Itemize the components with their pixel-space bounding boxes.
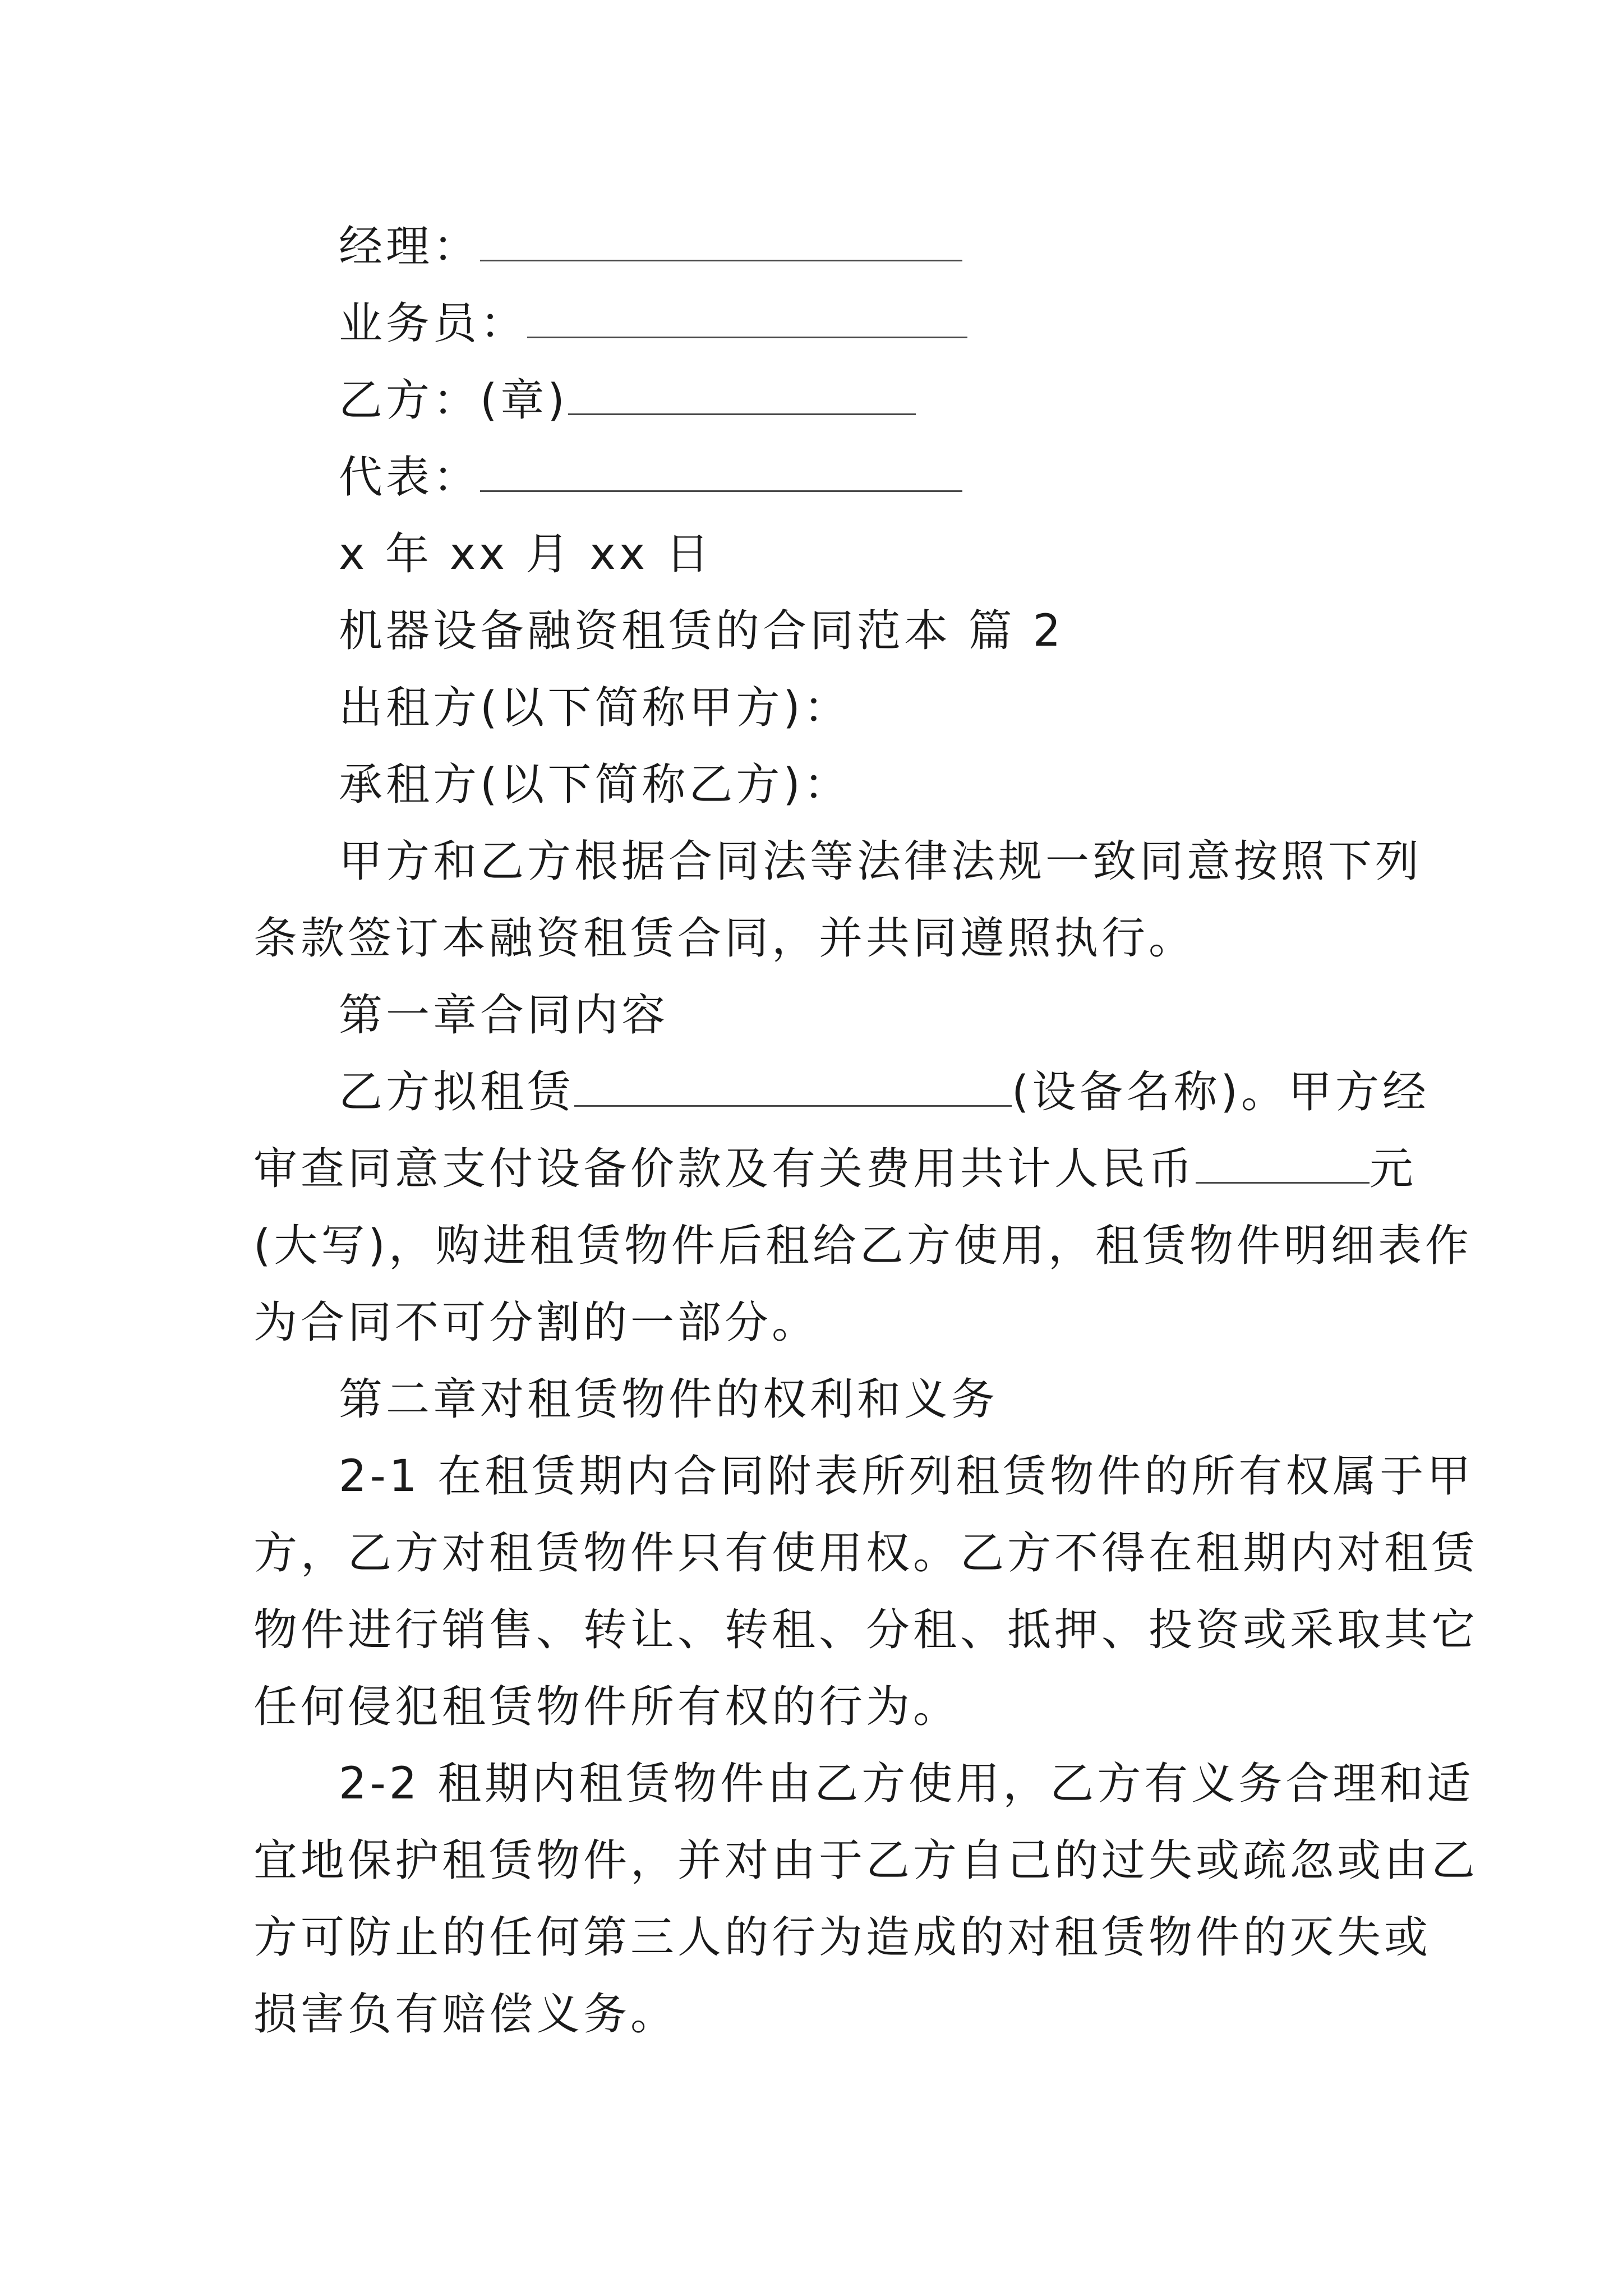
- article-2-1-line-3: 物件进行销售、转让、转租、分租、抵押、投资或采取其它: [253, 1605, 1479, 1655]
- intro-line-1: 甲方和乙方根据合同法等法律法规一致同意按照下列: [339, 836, 1423, 887]
- intro-line-2: 条款签订本融资租赁合同，并共同遵照执行。: [253, 913, 1196, 964]
- price-label: 审查同意支付设备价款及有关费用共计人民币: [253, 1144, 1196, 1194]
- ch1-line-4: 为合同不可分割的一部分。: [253, 1297, 819, 1348]
- rep-label: 代表：: [339, 452, 481, 503]
- rep-blank: [480, 457, 962, 492]
- manager-blank: [480, 226, 962, 261]
- ch1-line-1: [253, 1054, 1430, 1131]
- chapter-1-title: 第一章合同内容: [339, 990, 669, 1041]
- article-2-2-line-3: 方可防止的任何第三人的行为造成的对租赁物件的灭失或: [253, 1912, 1432, 1963]
- clerk-line: [253, 286, 1386, 362]
- ch1-line-2: [253, 1131, 1417, 1208]
- chapter-2-title: 第二章对租赁物件的权利和义务: [339, 1374, 999, 1425]
- lessor-line: 出租方(以下简称甲方)：: [339, 683, 851, 733]
- manager-line: [253, 209, 1386, 286]
- clerk-blank: [527, 303, 967, 338]
- article-2-2-line-2: 宜地保护租赁物件，并对由于乙方自己的过失或疏忽或由乙: [253, 1835, 1479, 1886]
- equipment-name-blank: [574, 1071, 1012, 1107]
- party-b-line: [253, 362, 1386, 439]
- lease-item-label: 乙方拟租赁: [339, 1067, 575, 1117]
- ch1-line-3: (大写)，购进租赁物件后租给乙方使用，租赁物件明细表作: [253, 1221, 1472, 1271]
- article-2-2-line-1: 2-2 租期内租赁物件由乙方使用，乙方有义务合理和适: [339, 1759, 1474, 1809]
- lessee-line: 承租方(以下简称乙方)：: [339, 760, 851, 810]
- rep-line: [253, 439, 1386, 516]
- article-2-2-line-4: 损害负有赔偿义务。: [253, 1989, 678, 2040]
- currency-unit: 元: [1370, 1144, 1417, 1194]
- article-2-1-line-4: 任何侵犯租赁物件所有权的行为。: [253, 1682, 961, 1732]
- date-line: x 年 xx 月 xx 日: [339, 529, 713, 579]
- party-b-blank: [568, 380, 916, 415]
- amount-blank: [1196, 1148, 1370, 1184]
- contract-title: 机器设备融资租赁的合同范本 篇 2: [339, 606, 1064, 656]
- article-2-1-line-1: 2-1 在租赁期内合同附表所列租赁物件的所有权属于甲: [339, 1451, 1474, 1502]
- manager-label: 经理：: [339, 222, 481, 272]
- equipment-name-suffix: (设备名称)。甲方经: [1012, 1067, 1430, 1117]
- clerk-label: 业务员：: [339, 298, 528, 349]
- party-b-label: 乙方：(章): [339, 375, 568, 426]
- document-body: [253, 209, 1479, 2053]
- article-2-1-line-2: 方，乙方对租赁物件只有使用权。乙方不得在租期内对租赁: [253, 1528, 1479, 1579]
